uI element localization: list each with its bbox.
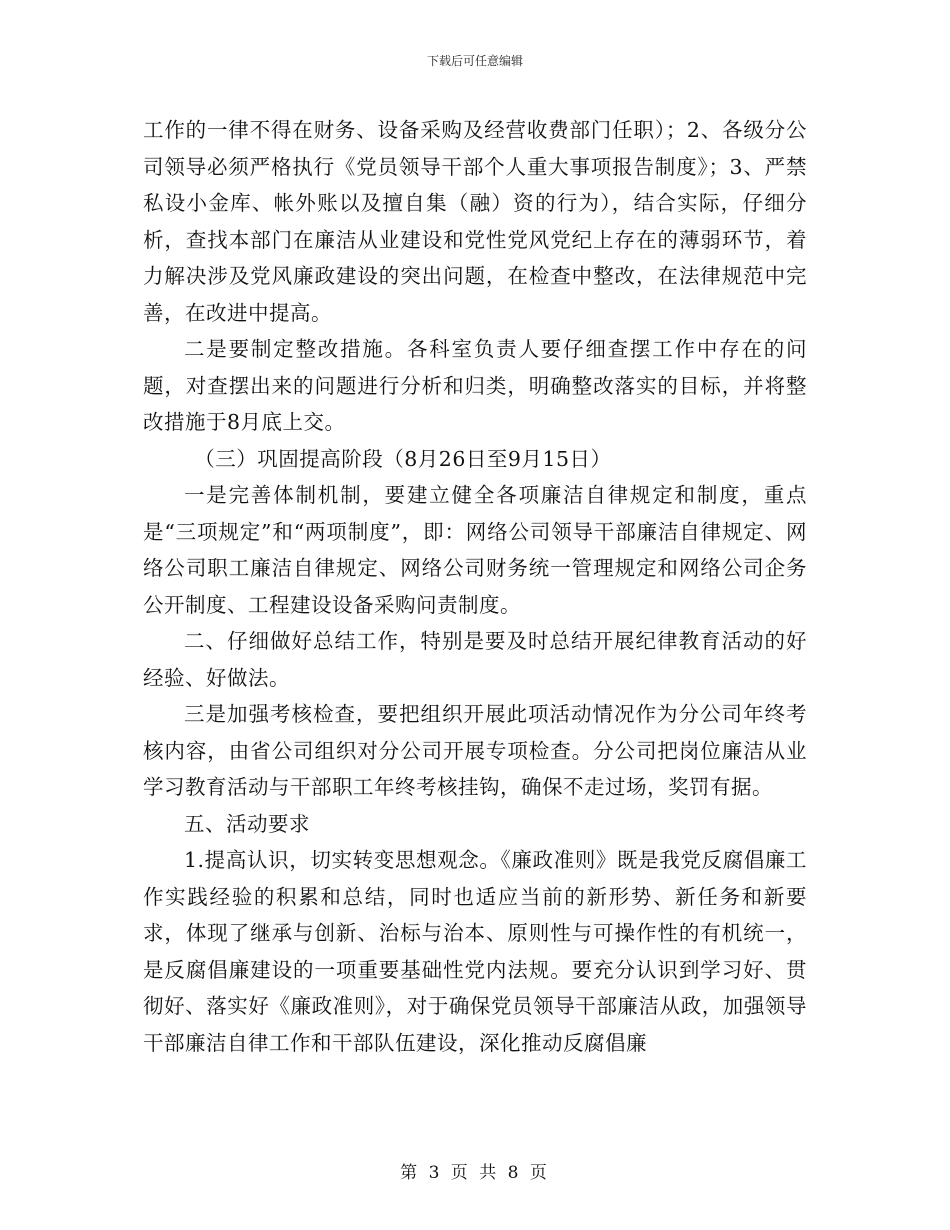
section-heading-consolidation-phase: （三）巩固提高阶段（8月26日至9月15日） bbox=[194, 446, 612, 471]
document-body bbox=[143, 112, 807, 1061]
page-header: 下载后可任意编辑 bbox=[426, 54, 523, 68]
paragraph-assessment-inspection: 三是加强考核检查，要把组织开展此项活动情况作为分公司年终考核内容，由省公司组织对分公司开展专项检查。分公司把岗位廉洁从业学习教育活动与干部职工年终考核挂钩，确保不走过场，奖罚有据。 bbox=[143, 702, 807, 799]
paragraph-improve-mechanisms: 一是完善体制机制，要建立健全各项廉洁自律规定和制度，重点是“三项规定”和“两项制度”，即：网络公司领导干部廉洁自律规定、网络公司职工廉洁自律规定、网络公司财务统一管理规定和网络公司企务公开制度、工程建设设备采购问责制度。 bbox=[143, 483, 807, 617]
section-heading-activity-requirements: 五、活动要求 bbox=[184, 811, 310, 836]
paragraph-summary-work: 二、仔细做好总结工作，特别是要及时总结开展纪律教育活动的好经验、好做法。 bbox=[143, 629, 807, 690]
paragraph-continuation: 工作的一律不得在财务、设备采购及经营收费部门任职）；2、各级分公司领导必须严格执行《党员领导干部个人重大事项报告制度》；3、严禁私设小金库、帐外账以及擅自集（融）资的行为），结合实际，仔细分析，查找本部门在廉洁从业建设和党性党风党纪上存在的薄弱环节，着力解决涉及党风廉政建设的突出问题，在检查中整改，在法律规范中完善，在改进中提高。 bbox=[143, 118, 807, 325]
paragraph-raise-awareness: 1.提高认识，切实转变思想观念。《廉政准则》既是我党反腐倡廉工作实践经验的积累和总结，同时也适应当前的新形势、新任务和新要求，体现了继承与创新、治标与治本、原则性与可操作性的有机统一，是反腐倡廉建设的一项重要基础性党内法规。要充分认识到学习好、贯彻好、落实好《廉政准则》，对于确保党员领导干部廉洁从政，加强领导干部廉洁自律工作和干部队伍建设，深化推动反腐倡廉 bbox=[143, 848, 807, 1055]
page-number: 第 3 页 共 8 页 bbox=[400, 1163, 550, 1183]
paragraph-rectification-measures: 二是要制定整改措施。各科室负责人要仔细查摆工作中存在的问题，对查摆出来的问题进行分析和归类，明确整改落实的目标，并将整改措施于8月底上交。 bbox=[143, 337, 807, 434]
